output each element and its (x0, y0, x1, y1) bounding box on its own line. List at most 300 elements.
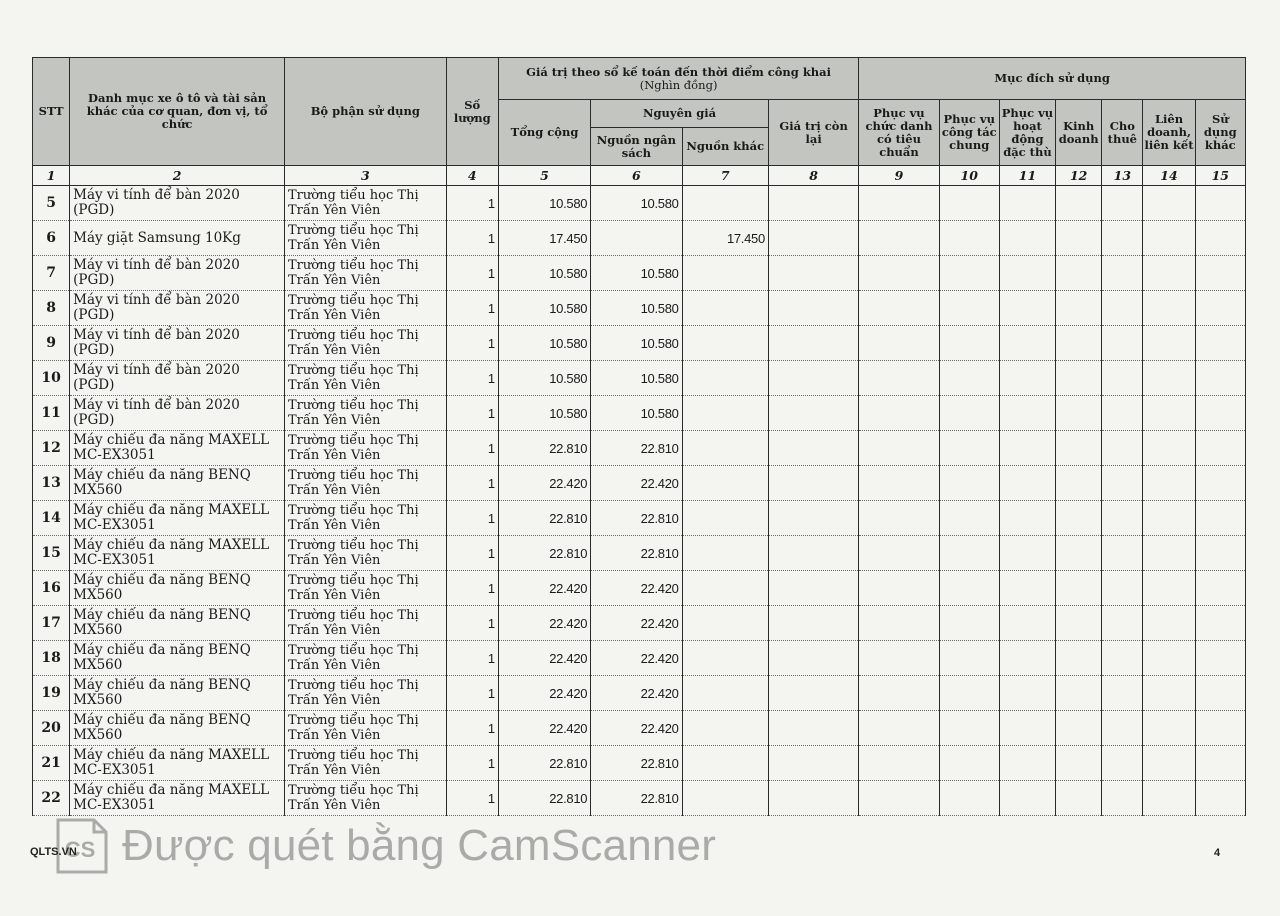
cell-empty (768, 711, 858, 746)
header-value-group (498, 58, 858, 100)
table-row (33, 501, 1246, 536)
header-purpose-jv: Liên doanh, liên kết (1143, 100, 1195, 166)
cell-empty (768, 746, 858, 781)
cell-empty (1056, 291, 1102, 326)
cell-empty (1056, 466, 1102, 501)
cell-empty (939, 536, 999, 571)
cell-asset-name: Máy chiếu đa năng MAXELL MC-EX3051 (70, 431, 285, 466)
cell-empty (939, 396, 999, 431)
cell-asset-name: Máy chiếu đa năng BENQ MX560 (70, 711, 285, 746)
cell-empty (1056, 536, 1102, 571)
cell-empty (859, 256, 939, 291)
cell-quantity: 1 (446, 431, 498, 466)
table-row (33, 396, 1246, 431)
cell-empty (768, 676, 858, 711)
cell-empty (859, 326, 939, 361)
cell-empty (1056, 396, 1102, 431)
cell-other-source (682, 571, 768, 606)
cell-total: 17.450 (498, 221, 590, 256)
cell-empty (999, 711, 1055, 746)
cell-total: 10.580 (498, 361, 590, 396)
cell-budget-source: 22.810 (591, 431, 682, 466)
cell-other-source (682, 256, 768, 291)
cell-asset-name: Máy chiếu đa năng BENQ MX560 (70, 606, 285, 641)
cell-total: 22.810 (498, 501, 590, 536)
cell-empty (999, 186, 1055, 221)
cell-empty (1143, 746, 1195, 781)
cell-stt: 18 (33, 641, 70, 676)
table-row (33, 431, 1246, 466)
cell-empty (859, 291, 939, 326)
cell-quantity: 1 (446, 221, 498, 256)
cell-total: 22.420 (498, 711, 590, 746)
cell-other-source (682, 746, 768, 781)
cell-budget-source: 10.580 (591, 291, 682, 326)
cell-empty (859, 571, 939, 606)
cell-empty (1143, 361, 1195, 396)
column-number: 4 (446, 166, 498, 186)
cell-empty (1143, 431, 1195, 466)
cell-quantity: 1 (446, 781, 498, 816)
cell-empty (999, 361, 1055, 396)
cell-empty (859, 746, 939, 781)
cell-empty (1195, 606, 1245, 641)
cell-other-source (682, 326, 768, 361)
cell-empty (1143, 536, 1195, 571)
cell-empty (1056, 221, 1102, 256)
cell-empty (939, 711, 999, 746)
cell-empty (939, 466, 999, 501)
cell-quantity: 1 (446, 606, 498, 641)
cell-other-source (682, 361, 768, 396)
cell-stt: 11 (33, 396, 70, 431)
column-number: 2 (70, 166, 285, 186)
cell-other-source (682, 291, 768, 326)
cell-empty (1195, 326, 1245, 361)
cell-empty (999, 781, 1055, 816)
cell-empty (1056, 256, 1102, 291)
cell-empty (939, 291, 999, 326)
camscanner-logo-text: CS (64, 837, 96, 862)
cell-other-source (682, 676, 768, 711)
cell-asset-name: Máy chiếu đa năng MAXELL MC-EX3051 (70, 746, 285, 781)
cell-budget-source: 22.810 (591, 501, 682, 536)
cell-empty (1143, 501, 1195, 536)
cell-empty (859, 361, 939, 396)
cell-empty (999, 431, 1055, 466)
camscanner-watermark (50, 816, 730, 876)
cell-budget-source: 10.580 (591, 396, 682, 431)
cell-empty (1143, 291, 1195, 326)
cell-empty (939, 606, 999, 641)
header-value-unit: (Nghìn đồng) (639, 77, 718, 92)
cell-empty (1102, 571, 1143, 606)
cell-empty (1143, 326, 1195, 361)
cell-total: 10.580 (498, 256, 590, 291)
header-purpose-business: Kinh doanh (1056, 100, 1102, 166)
cell-empty (768, 256, 858, 291)
cell-empty (1143, 676, 1195, 711)
cell-empty (1143, 186, 1195, 221)
cell-empty (1102, 501, 1143, 536)
cell-empty (1102, 711, 1143, 746)
cell-empty (1102, 361, 1143, 396)
cell-empty (768, 641, 858, 676)
cell-empty (999, 256, 1055, 291)
header-purpose-special: Phục vụ hoạt động đặc thù (999, 100, 1055, 166)
column-number: 9 (859, 166, 939, 186)
cell-quantity: 1 (446, 326, 498, 361)
cell-department: Trường tiểu học Thị Trấn Yên Viên (285, 256, 447, 291)
cell-empty (1195, 711, 1245, 746)
table-row (33, 291, 1246, 326)
cell-department: Trường tiểu học Thị Trấn Yên Viên (285, 536, 447, 571)
cell-empty (859, 221, 939, 256)
cell-empty (768, 606, 858, 641)
cell-total: 22.810 (498, 781, 590, 816)
cell-stt: 14 (33, 501, 70, 536)
cell-other-source (682, 466, 768, 501)
cell-budget-source: 22.420 (591, 606, 682, 641)
cell-empty (1102, 781, 1143, 816)
cell-empty (1102, 606, 1143, 641)
cell-stt: 12 (33, 431, 70, 466)
cell-quantity: 1 (446, 571, 498, 606)
cell-empty (1056, 746, 1102, 781)
cell-department: Trường tiểu học Thị Trấn Yên Viên (285, 431, 447, 466)
cell-empty (768, 186, 858, 221)
cell-asset-name: Máy chiếu đa năng MAXELL MC-EX3051 (70, 781, 285, 816)
cell-empty (1195, 221, 1245, 256)
cell-budget-source (591, 221, 682, 256)
cell-empty (768, 361, 858, 396)
cell-department: Trường tiểu học Thị Trấn Yên Viên (285, 186, 447, 221)
cell-empty (768, 396, 858, 431)
cell-empty (1056, 186, 1102, 221)
cell-empty (1143, 221, 1195, 256)
cell-budget-source: 10.580 (591, 186, 682, 221)
cell-empty (939, 746, 999, 781)
header-other-source: Nguồn khác (682, 128, 768, 166)
cell-empty (939, 431, 999, 466)
cell-stt: 5 (33, 186, 70, 221)
cell-other-source (682, 186, 768, 221)
column-number: 11 (999, 166, 1055, 186)
cell-quantity: 1 (446, 466, 498, 501)
cell-empty (939, 326, 999, 361)
cell-empty (859, 536, 939, 571)
cell-empty (768, 501, 858, 536)
cell-stt: 13 (33, 466, 70, 501)
cell-empty (1102, 221, 1143, 256)
cell-quantity: 1 (446, 711, 498, 746)
cell-total: 10.580 (498, 291, 590, 326)
header-remaining-value: Giá trị còn lại (768, 100, 858, 166)
cell-empty (999, 606, 1055, 641)
cell-empty (939, 221, 999, 256)
column-number: 5 (498, 166, 590, 186)
cell-stt: 21 (33, 746, 70, 781)
cell-department: Trường tiểu học Thị Trấn Yên Viên (285, 361, 447, 396)
table-row (33, 326, 1246, 361)
cell-other-source: 17.450 (682, 221, 768, 256)
cell-asset-name: Máy chiếu đa năng BENQ MX560 (70, 571, 285, 606)
cell-empty (1195, 781, 1245, 816)
cell-empty (1143, 641, 1195, 676)
cell-empty (1143, 711, 1195, 746)
cell-empty (1102, 326, 1143, 361)
cell-empty (1143, 606, 1195, 641)
cell-empty (999, 536, 1055, 571)
cell-department: Trường tiểu học Thị Trấn Yên Viên (285, 396, 447, 431)
cell-asset-name: Máy vi tính để bàn 2020 (PGD) (70, 396, 285, 431)
cell-asset-name: Máy chiếu đa năng MAXELL MC-EX3051 (70, 536, 285, 571)
cell-quantity: 1 (446, 186, 498, 221)
cell-empty (859, 606, 939, 641)
cell-empty (1102, 466, 1143, 501)
cell-department: Trường tiểu học Thị Trấn Yên Viên (285, 221, 447, 256)
cell-empty (1195, 256, 1245, 291)
cell-budget-source: 22.420 (591, 641, 682, 676)
cell-department: Trường tiểu học Thị Trấn Yên Viên (285, 571, 447, 606)
column-number: 12 (1056, 166, 1102, 186)
cell-department: Trường tiểu học Thị Trấn Yên Viên (285, 501, 447, 536)
cell-empty (999, 221, 1055, 256)
cell-asset-name: Máy chiếu đa năng BENQ MX560 (70, 466, 285, 501)
cell-empty (1195, 571, 1245, 606)
header-purpose-other: Sử dụng khác (1195, 100, 1245, 166)
cell-empty (999, 326, 1055, 361)
cell-asset-name: Máy giặt Samsung 10Kg (70, 221, 285, 256)
cell-asset-name: Máy vi tính để bàn 2020 (PGD) (70, 256, 285, 291)
cell-empty (1056, 641, 1102, 676)
cell-stt: 8 (33, 291, 70, 326)
cell-empty (939, 501, 999, 536)
cell-empty (1056, 361, 1102, 396)
cell-department: Trường tiểu học Thị Trấn Yên Viên (285, 326, 447, 361)
cell-empty (939, 781, 999, 816)
cell-budget-source: 22.810 (591, 781, 682, 816)
cell-quantity: 1 (446, 536, 498, 571)
table-row (33, 571, 1246, 606)
cell-empty (1102, 746, 1143, 781)
cell-empty (768, 536, 858, 571)
column-number: 7 (682, 166, 768, 186)
cell-department: Trường tiểu học Thị Trấn Yên Viên (285, 641, 447, 676)
cell-empty (859, 781, 939, 816)
cell-asset-name: Máy vi tính để bàn 2020 (PGD) (70, 361, 285, 396)
cell-quantity: 1 (446, 256, 498, 291)
cell-empty (859, 466, 939, 501)
cell-total: 22.420 (498, 641, 590, 676)
cell-empty (1195, 466, 1245, 501)
cell-quantity: 1 (446, 641, 498, 676)
table-body (33, 186, 1246, 816)
cell-empty (1102, 291, 1143, 326)
cell-empty (999, 291, 1055, 326)
cell-total: 10.580 (498, 396, 590, 431)
cell-asset-name: Máy chiếu đa năng BENQ MX560 (70, 676, 285, 711)
cell-stt: 6 (33, 221, 70, 256)
cell-empty (1195, 361, 1245, 396)
header-purpose-general: Phục vụ công tác chung (939, 100, 999, 166)
cell-quantity: 1 (446, 501, 498, 536)
cell-empty (1056, 676, 1102, 711)
cell-empty (859, 641, 939, 676)
cell-empty (1195, 501, 1245, 536)
cell-empty (859, 501, 939, 536)
cell-department: Trường tiểu học Thị Trấn Yên Viên (285, 606, 447, 641)
cell-stt: 17 (33, 606, 70, 641)
table-row (33, 711, 1246, 746)
cell-empty (939, 256, 999, 291)
cell-other-source (682, 431, 768, 466)
cell-stt: 9 (33, 326, 70, 361)
cell-quantity: 1 (446, 396, 498, 431)
cell-empty (1056, 781, 1102, 816)
cell-empty (859, 711, 939, 746)
cell-total: 22.420 (498, 676, 590, 711)
cell-empty (768, 326, 858, 361)
table-header (33, 58, 1246, 186)
table-row (33, 641, 1246, 676)
header-purpose-rent: Cho thuê (1102, 100, 1143, 166)
cell-empty (1056, 606, 1102, 641)
cell-total: 22.810 (498, 536, 590, 571)
header-original-price: Nguyên giá (591, 100, 769, 128)
header-purpose-title: Phục vụ chức danh có tiêu chuẩn (859, 100, 939, 166)
cell-budget-source: 10.580 (591, 361, 682, 396)
watermark-text: Được quét bằng CamScanner (122, 821, 717, 870)
cell-empty (859, 431, 939, 466)
cell-quantity: 1 (446, 676, 498, 711)
cell-quantity: 1 (446, 746, 498, 781)
cell-total: 22.420 (498, 466, 590, 501)
column-number: 14 (1143, 166, 1195, 186)
cell-empty (999, 466, 1055, 501)
cell-empty (999, 396, 1055, 431)
cell-empty (1056, 326, 1102, 361)
table-row (33, 361, 1246, 396)
cell-total: 22.810 (498, 431, 590, 466)
cell-budget-source: 22.420 (591, 676, 682, 711)
cell-empty (768, 431, 858, 466)
cell-empty (1195, 186, 1245, 221)
table-row (33, 536, 1246, 571)
table-row (33, 781, 1246, 816)
cell-empty (1143, 571, 1195, 606)
cell-other-source (682, 641, 768, 676)
cell-empty (1102, 536, 1143, 571)
cell-other-source (682, 711, 768, 746)
cell-asset-name: Máy vi tính để bàn 2020 (PGD) (70, 326, 285, 361)
cell-department: Trường tiểu học Thị Trấn Yên Viên (285, 676, 447, 711)
cell-stt: 20 (33, 711, 70, 746)
table-row (33, 746, 1246, 781)
cell-empty (1143, 466, 1195, 501)
cell-empty (768, 571, 858, 606)
cell-asset-name: Máy chiếu đa năng BENQ MX560 (70, 641, 285, 676)
cell-empty (939, 641, 999, 676)
cell-budget-source: 22.420 (591, 571, 682, 606)
column-number-row (33, 166, 1246, 186)
cell-empty (1143, 781, 1195, 816)
cell-empty (1143, 256, 1195, 291)
cell-budget-source: 22.420 (591, 711, 682, 746)
cell-department: Trường tiểu học Thị Trấn Yên Viên (285, 746, 447, 781)
cell-budget-source: 22.420 (591, 466, 682, 501)
cell-quantity: 1 (446, 361, 498, 396)
table-row (33, 221, 1246, 256)
cell-empty (1195, 746, 1245, 781)
cell-empty (1195, 536, 1245, 571)
header-asset-name: Danh mục xe ô tô và tài sản khác của cơ quan, đơn vị, tổ chức (70, 58, 285, 166)
column-number: 6 (591, 166, 682, 186)
cell-stt: 16 (33, 571, 70, 606)
cell-total: 10.580 (498, 326, 590, 361)
cell-empty (1056, 431, 1102, 466)
cell-empty (1102, 396, 1143, 431)
table-row (33, 256, 1246, 291)
header-budget-source: Nguồn ngân sách (591, 128, 682, 166)
table-row (33, 466, 1246, 501)
page-number: 4 (1214, 847, 1221, 859)
cell-empty (999, 676, 1055, 711)
cell-stt: 22 (33, 781, 70, 816)
cell-other-source (682, 536, 768, 571)
cell-empty (999, 501, 1055, 536)
header-stt: STT (33, 58, 70, 166)
cell-budget-source: 22.810 (591, 746, 682, 781)
cell-budget-source: 10.580 (591, 326, 682, 361)
cell-empty (939, 361, 999, 396)
cell-empty (939, 676, 999, 711)
cell-total: 22.420 (498, 571, 590, 606)
column-number: 15 (1195, 166, 1245, 186)
cell-empty (1102, 431, 1143, 466)
cell-budget-source: 10.580 (591, 256, 682, 291)
header-quantity: Số lượng (446, 58, 498, 166)
cell-empty (1056, 571, 1102, 606)
cell-empty (1195, 676, 1245, 711)
cell-empty (859, 186, 939, 221)
cell-other-source (682, 501, 768, 536)
cell-empty (768, 221, 858, 256)
cell-empty (1056, 711, 1102, 746)
cell-department: Trường tiểu học Thị Trấn Yên Viên (285, 711, 447, 746)
cell-empty (999, 746, 1055, 781)
cell-budget-source: 22.810 (591, 536, 682, 571)
cell-department: Trường tiểu học Thị Trấn Yên Viên (285, 466, 447, 501)
cell-empty (768, 781, 858, 816)
column-number: 3 (285, 166, 447, 186)
table-row (33, 676, 1246, 711)
cell-empty (1195, 431, 1245, 466)
cell-empty (1102, 641, 1143, 676)
footer-site-label: QLTS.VN (30, 846, 77, 858)
cell-empty (1195, 641, 1245, 676)
cell-empty (1056, 501, 1102, 536)
cell-empty (859, 396, 939, 431)
cell-other-source (682, 781, 768, 816)
cell-stt: 19 (33, 676, 70, 711)
cell-empty (939, 571, 999, 606)
cell-empty (768, 466, 858, 501)
column-number: 10 (939, 166, 999, 186)
table-row (33, 186, 1246, 221)
header-value-group-title: Giá trị theo sổ kế toán đến thời điểm công khai (526, 64, 831, 79)
cell-empty (999, 641, 1055, 676)
